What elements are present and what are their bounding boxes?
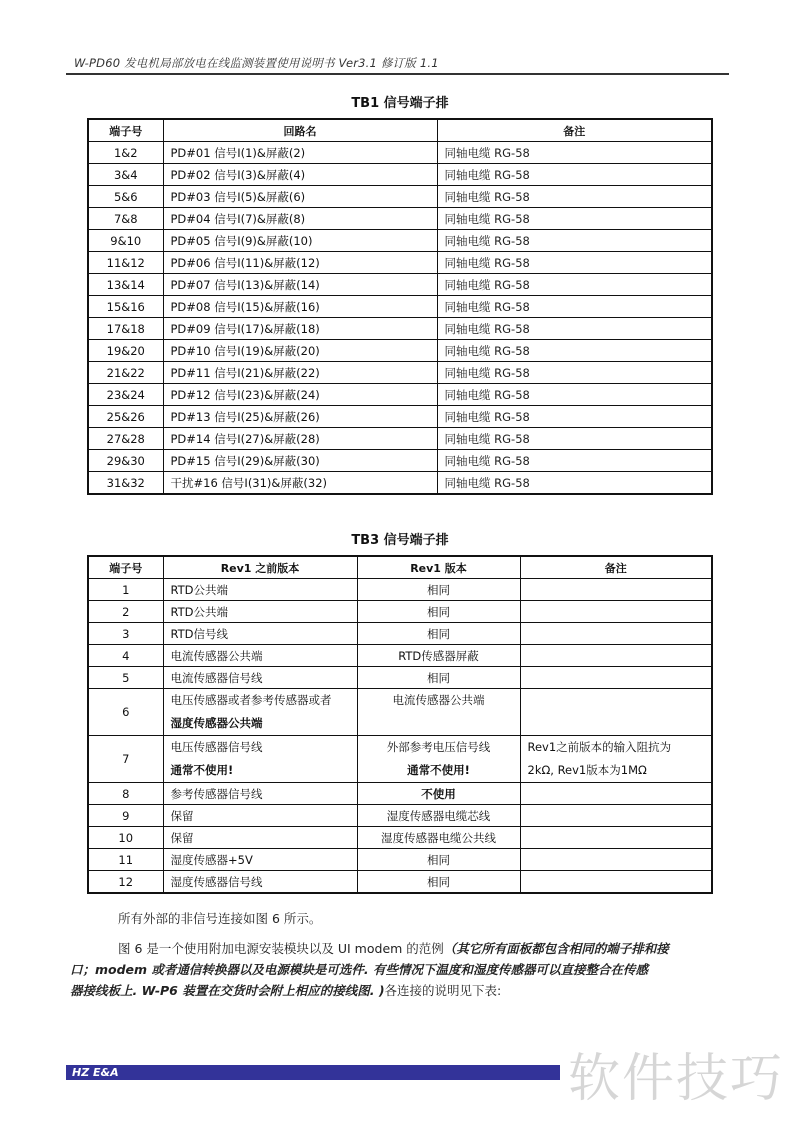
tb3-cell-rev1 (357, 827, 520, 849)
tb1-cell-terminal: 25&26 (88, 406, 163, 428)
tb3-header-row (88, 556, 712, 579)
tb1-cell-circuit: PD#10 信号I(19)&屏蔽(20) (163, 340, 437, 362)
tb1-cell-circuit: 干扰#16 信号I(31)&屏蔽(32) (163, 472, 437, 495)
tb3-cell-remark (520, 601, 712, 623)
tb1-row (88, 186, 712, 208)
tb3-row (88, 736, 712, 783)
tb3-row (88, 849, 712, 871)
tb1-cell-remark: 同轴电缆 RG-58 (437, 428, 712, 450)
tb1-cell-circuit: PD#04 信号I(7)&屏蔽(8) (163, 208, 437, 230)
tb3-cell-rev1 (357, 667, 520, 689)
tb3-cell-pre-rev1-line-1: 保留 (170, 808, 194, 823)
tb1-cell-circuit: PD#08 信号I(15)&屏蔽(16) (163, 296, 437, 318)
tb1-cell-terminal: 11&12 (88, 252, 163, 274)
tb3-cell-remark (520, 736, 712, 783)
tb3-cell-pre-rev1-line-2: 通常不使用! (170, 763, 234, 777)
tb3-cell-rev1 (357, 623, 520, 645)
tb3-cell-pre-rev1-line-1: 电流传感器公共端 (170, 648, 263, 663)
tb3-cell-rev1 (357, 601, 520, 623)
tb1-cell-remark: 同轴电缆 RG-58 (437, 142, 712, 164)
tb3-cell-terminal: 7 (88, 736, 163, 783)
tb3-cell-rev1-line-1: 相同 (427, 626, 450, 641)
tb1-row (88, 362, 712, 384)
tb1-cell-circuit: PD#09 信号I(17)&屏蔽(18) (163, 318, 437, 340)
tb3-row (88, 579, 712, 601)
tb3-cell-rev1 (357, 783, 520, 805)
tb3-cell-remark (520, 849, 712, 871)
tb1-col-terminal: 端子号 (88, 119, 163, 142)
tb3-cell-terminal: 5 (88, 667, 163, 689)
tb3-cell-remark (520, 827, 712, 849)
watermark: 软件技巧 (568, 1049, 785, 1109)
tb1-row (88, 274, 712, 296)
tb1-cell-terminal: 31&32 (88, 472, 163, 495)
tb1-cell-terminal: 9&10 (88, 230, 163, 252)
tb3-cell-rev1 (357, 736, 520, 783)
tb1-cell-terminal: 21&22 (88, 362, 163, 384)
tb1-cell-remark: 同轴电缆 RG-58 (437, 230, 712, 252)
tb3-cell-remark (520, 645, 712, 667)
tb1-cell-circuit: PD#14 信号I(27)&屏蔽(28) (163, 428, 437, 450)
tb3-cell-rev1-line-1: 外部参考电压信号线 (386, 740, 491, 754)
document-header-title: W-PD60 发电机局部放电在线监测装置使用说明书 Ver3.1 修订版 1.1 (74, 56, 439, 70)
tb1-cell-remark: 同轴电缆 RG-58 (437, 406, 712, 428)
tb1-header-row (88, 119, 712, 142)
tb3-cell-rev1 (357, 689, 520, 736)
tb3-cell-terminal: 4 (88, 645, 163, 667)
paragraph-2-lead: 图 6 是一个使用附加电源安装模块以及 UI modem 的范例 (118, 941, 444, 956)
tb3-row (88, 871, 712, 894)
tb3-cell-rev1-line-2: 通常不使用! (407, 763, 470, 777)
paragraph-1: 所有外部的非信号连接如图 6 所示。 (118, 911, 322, 926)
tb3-cell-pre-rev1 (163, 805, 357, 827)
tb3-cell-rev1-line-1: 相同 (427, 874, 450, 889)
tb3-cell-rev1-line-1: 相同 (427, 604, 450, 619)
tb3-row (88, 805, 712, 827)
tb1-cell-remark: 同轴电缆 RG-58 (437, 384, 712, 406)
tb1-row (88, 340, 712, 362)
tb1-row (88, 318, 712, 340)
tb1-cell-remark: 同轴电缆 RG-58 (437, 186, 712, 208)
tb1-row (88, 296, 712, 318)
tb1-cell-terminal: 27&28 (88, 428, 163, 450)
tb1-cell-remark: 同轴电缆 RG-58 (437, 274, 712, 296)
tb3-cell-pre-rev1-line-1: 保留 (170, 830, 194, 845)
tb3-cell-terminal: 6 (88, 689, 163, 736)
tb1-row (88, 142, 712, 164)
tb3-cell-pre-rev1-line-1: 电压传感器信号线 (170, 740, 263, 754)
tb3-cell-remark-line-1: Rev1之前版本的输入阻抗为 (527, 740, 672, 754)
tb1-cell-terminal: 7&8 (88, 208, 163, 230)
tb3-cell-remark-line-2: 2kΩ, Rev1版本为1MΩ (527, 763, 647, 777)
tb3-cell-pre-rev1 (163, 689, 357, 736)
tb3-cell-pre-rev1 (163, 783, 357, 805)
tb3-cell-rev1-line-1: 湿度传感器电缆公共线 (381, 830, 496, 845)
tb3-cell-rev1 (357, 805, 520, 827)
tb3-cell-pre-rev1 (163, 667, 357, 689)
tb1-row (88, 472, 712, 495)
tb3-cell-rev1 (357, 579, 520, 601)
tb3-cell-rev1-line-1: 相同 (427, 582, 450, 597)
tb3-cell-pre-rev1 (163, 736, 357, 783)
tb3-cell-pre-rev1 (163, 601, 357, 623)
tb3-cell-remark (520, 783, 712, 805)
tb1-cell-terminal: 19&20 (88, 340, 163, 362)
tb3-col-remark: 备注 (520, 556, 712, 579)
tb3-cell-terminal: 1 (88, 579, 163, 601)
tb3-cell-remark (520, 871, 712, 894)
tb1-row (88, 208, 712, 230)
tb3-cell-remark (520, 667, 712, 689)
tb1-cell-remark: 同轴电缆 RG-58 (437, 208, 712, 230)
tb3-cell-pre-rev1-line-1: 湿度传感器信号线 (170, 874, 263, 889)
tb3-cell-pre-rev1-line-1: RTD信号线 (170, 626, 229, 641)
tb1-cell-terminal: 15&16 (88, 296, 163, 318)
tb3-cell-pre-rev1 (163, 871, 357, 894)
tb1-cell-remark: 同轴电缆 RG-58 (437, 472, 712, 495)
tb3-cell-remark (520, 689, 712, 736)
tb3-cell-pre-rev1-line-1: RTD公共端 (170, 604, 229, 619)
tb3-cell-rev1-line-1: RTD传感器屏蔽 (398, 648, 479, 663)
tb3-cell-pre-rev1-line-2: 湿度传感器公共端 (170, 716, 263, 730)
tb1-cell-circuit: PD#01 信号I(1)&屏蔽(2) (163, 142, 437, 164)
tb3-cell-pre-rev1-line-1: 参考传感器信号线 (170, 786, 263, 801)
tb1-table (87, 118, 713, 495)
tb3-col-pre-rev1: Rev1 之前版本 (163, 556, 357, 579)
tb3-col-terminal: 端子号 (88, 556, 163, 579)
tb1-row (88, 406, 712, 428)
tb3-cell-rev1-line-1: 湿度传感器电缆芯线 (386, 808, 491, 823)
tb3-cell-pre-rev1-line-1: 电流传感器信号线 (170, 670, 263, 685)
tb1-cell-terminal: 5&6 (88, 186, 163, 208)
tb1-cell-circuit: PD#03 信号I(5)&屏蔽(6) (163, 186, 437, 208)
tb1-cell-remark: 同轴电缆 RG-58 (437, 318, 712, 340)
tb1-col-circuit: 回路名 (163, 119, 437, 142)
tb1-row (88, 252, 712, 274)
paragraph-2-emphasis-2: 口；modem 或者通信转换器以及电源模块是可选件. 有些情况下温度和湿度传感器可以直接整合在传感 (70, 962, 649, 977)
tb1-cell-circuit: PD#06 信号I(11)&屏蔽(12) (163, 252, 437, 274)
tb1-row (88, 230, 712, 252)
tb1-row (88, 450, 712, 472)
tb3-row (88, 645, 712, 667)
paragraph-2-emphasis-1: （其它所有面板都包含相同的端子排和接 (443, 941, 669, 956)
tb1-cell-remark: 同轴电缆 RG-58 (437, 164, 712, 186)
paragraph-2-emphasis-3: 器接线板上. W-P6 装置在交货时会附上相应的接线图. ) (70, 983, 385, 998)
tb3-cell-pre-rev1-line-1: 电压传感器或者参考传感器或者 (170, 693, 332, 707)
tb3-cell-terminal: 2 (88, 601, 163, 623)
tb3-row (88, 623, 712, 645)
tb1-row (88, 164, 712, 186)
tb1-col-remark: 备注 (437, 119, 712, 142)
tb1-row (88, 384, 712, 406)
tb1-cell-terminal: 23&24 (88, 384, 163, 406)
tb3-row (88, 601, 712, 623)
tb3-cell-remark (520, 623, 712, 645)
tb3-row (88, 667, 712, 689)
tb3-cell-terminal: 11 (88, 849, 163, 871)
tb1-caption: TB1 信号端子排 (351, 96, 449, 111)
tb3-col-rev1: Rev1 版本 (357, 556, 520, 579)
tb1-cell-circuit: PD#07 信号I(13)&屏蔽(14) (163, 274, 437, 296)
header-rule (66, 73, 729, 75)
tb1-cell-terminal: 17&18 (88, 318, 163, 340)
tb3-row (88, 827, 712, 849)
tb3-cell-remark (520, 579, 712, 601)
tb3-cell-rev1-line-1: 电流传感器公共端 (392, 693, 485, 707)
tb1-cell-remark: 同轴电缆 RG-58 (437, 450, 712, 472)
tb3-cell-pre-rev1 (163, 579, 357, 601)
tb1-cell-remark: 同轴电缆 RG-58 (437, 252, 712, 274)
tb1-cell-remark: 同轴电缆 RG-58 (437, 296, 712, 318)
tb1-cell-terminal: 13&14 (88, 274, 163, 296)
tb1-cell-terminal: 3&4 (88, 164, 163, 186)
tb3-cell-terminal: 9 (88, 805, 163, 827)
tb3-table (87, 555, 713, 894)
paragraph-2 (70, 938, 714, 1001)
tb1-cell-circuit: PD#02 信号I(3)&屏蔽(4) (163, 164, 437, 186)
tb3-row (88, 783, 712, 805)
tb3-cell-terminal: 3 (88, 623, 163, 645)
footer-bar (66, 1065, 560, 1080)
tb3-cell-rev1 (357, 645, 520, 667)
paragraph-2-tail: 各连接的说明见下表: (384, 983, 502, 998)
tb1-cell-circuit: PD#12 信号I(23)&屏蔽(24) (163, 384, 437, 406)
tb3-cell-rev1-line-1: 不使用 (421, 786, 456, 801)
tb3-cell-terminal: 10 (88, 827, 163, 849)
tb3-cell-pre-rev1 (163, 849, 357, 871)
tb1-row (88, 428, 712, 450)
tb3-cell-pre-rev1 (163, 827, 357, 849)
tb1-cell-remark: 同轴电缆 RG-58 (437, 362, 712, 384)
tb1-cell-circuit: PD#11 信号I(21)&屏蔽(22) (163, 362, 437, 384)
tb1-cell-circuit: PD#15 信号I(29)&屏蔽(30) (163, 450, 437, 472)
tb3-cell-pre-rev1-line-1: RTD公共端 (170, 582, 229, 597)
tb3-cell-rev1 (357, 871, 520, 894)
tb3-cell-rev1 (357, 849, 520, 871)
tb3-cell-remark (520, 805, 712, 827)
footer-company: HZ E&A (72, 1066, 119, 1079)
tb3-caption: TB3 信号端子排 (351, 533, 449, 548)
tb1-cell-circuit: PD#13 信号I(25)&屏蔽(26) (163, 406, 437, 428)
tb3-cell-pre-rev1 (163, 645, 357, 667)
tb1-cell-remark: 同轴电缆 RG-58 (437, 340, 712, 362)
tb3-cell-pre-rev1-line-1: 湿度传感器+5V (170, 852, 253, 867)
tb1-cell-terminal: 1&2 (88, 142, 163, 164)
tb3-cell-terminal: 12 (88, 871, 163, 894)
tb3-cell-rev1-line-1: 相同 (427, 670, 450, 685)
tb3-row (88, 689, 712, 736)
tb1-cell-circuit: PD#05 信号I(9)&屏蔽(10) (163, 230, 437, 252)
tb3-cell-pre-rev1 (163, 623, 357, 645)
tb1-cell-terminal: 29&30 (88, 450, 163, 472)
tb3-cell-rev1-line-1: 相同 (427, 852, 450, 867)
tb3-cell-terminal: 8 (88, 783, 163, 805)
